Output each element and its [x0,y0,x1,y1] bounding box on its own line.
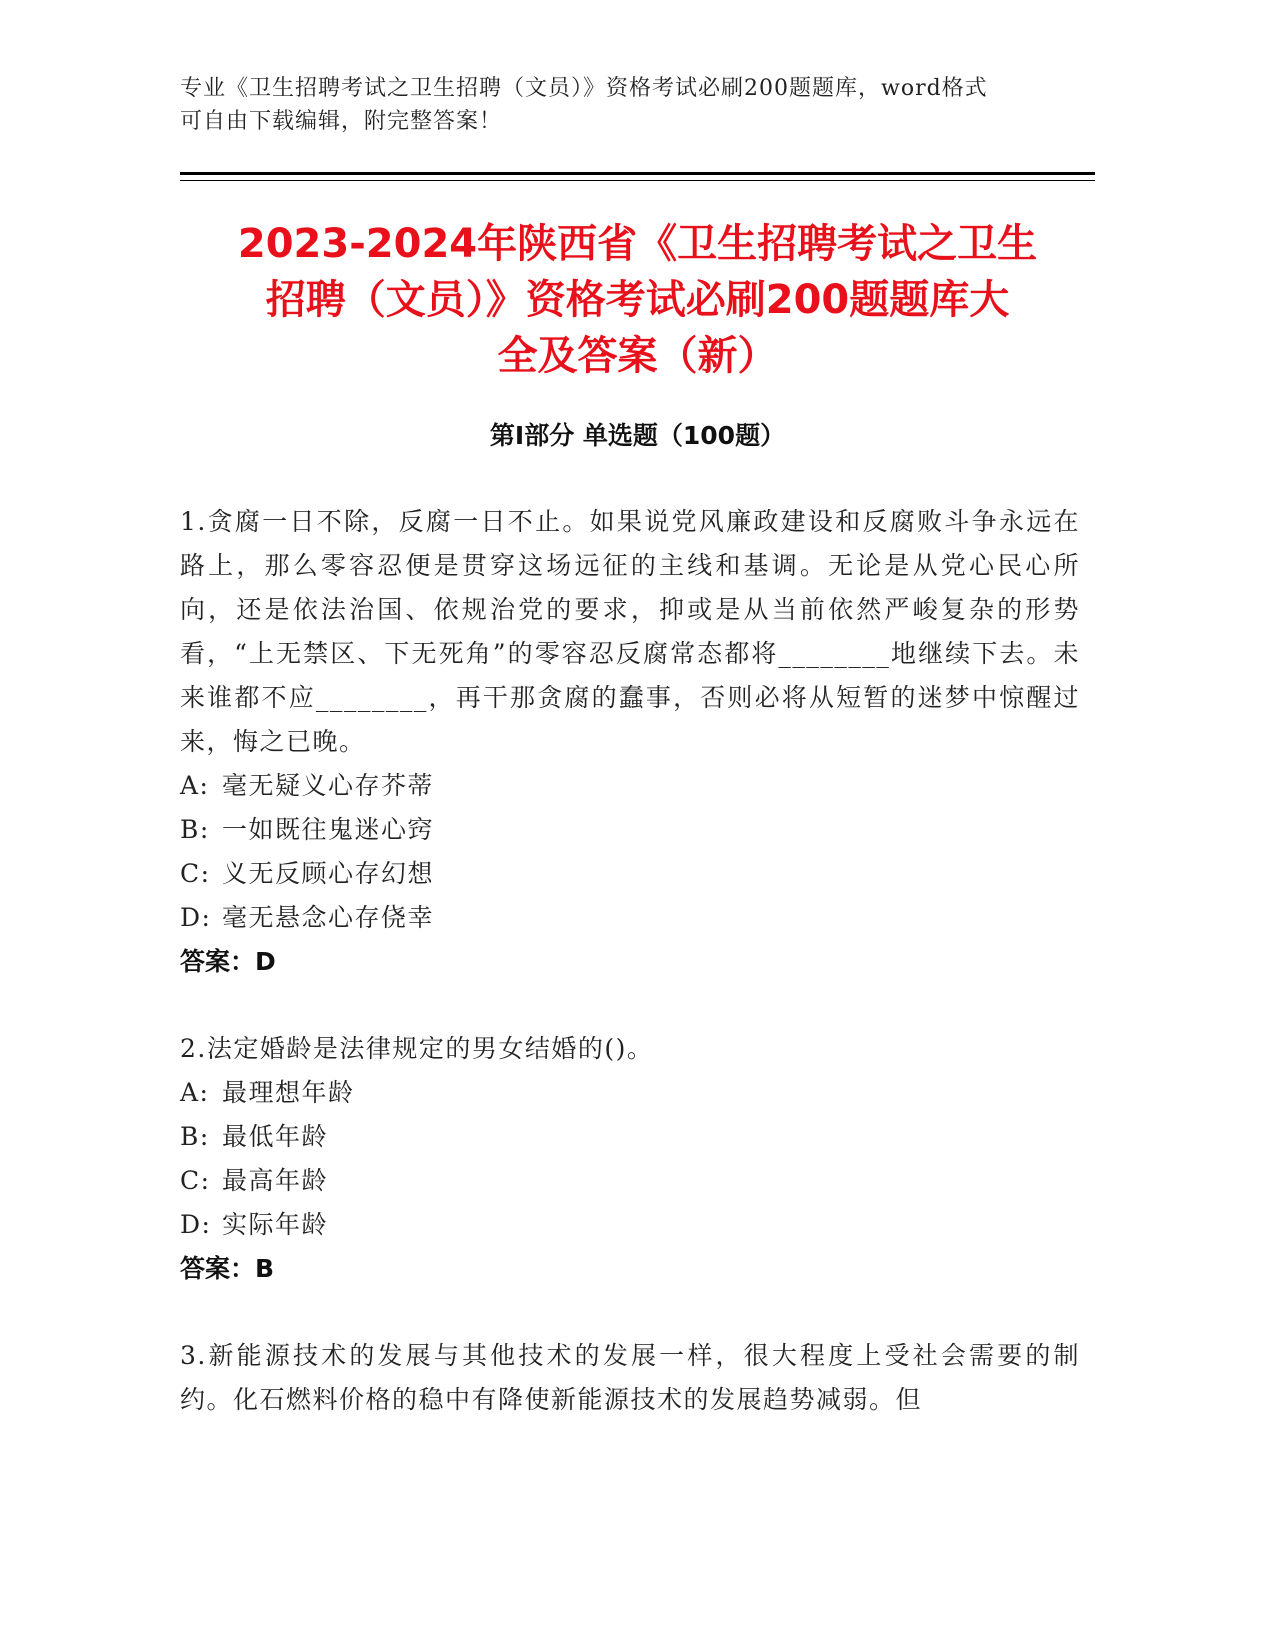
option-b [180,1115,1080,1159]
question-2 [180,1027,1080,1291]
header-rule-thin [180,180,1095,181]
question-3 [180,1334,1080,1422]
document-title-line-2: 招聘（文员）》资格考试必刷200题题库大 [265,277,1010,323]
question-text: 2.法定婚龄是法律规定的男女结婚的()。 [180,1034,654,1063]
option-key: D: [180,903,212,932]
document-title-line-3: 全及答案（新） [497,333,778,379]
option-a [180,764,1080,808]
answer: 答案：D [180,947,276,976]
option-key: C: [180,859,211,888]
header-note [180,72,1060,138]
option-text: 最理想年龄 [222,1078,355,1107]
option-a [180,1071,1080,1115]
option-text: 毫无悬念心存侥幸 [222,903,435,932]
question-1 [180,500,1080,984]
section-title: 第Ⅰ部分 单选题（100题） [489,421,786,450]
option-key: D: [180,1210,212,1239]
document-title [180,216,1095,384]
option-b [180,808,1080,852]
option-text: 一如既往鬼迷心窍 [222,815,435,844]
header-rule-thick [180,172,1095,175]
document-title-line-1: 2023-2024年陕西省《卫生招聘考试之卫生 [237,221,1038,267]
option-d [180,1203,1080,1247]
header-note-line-1: 专业《卫生招聘考试之卫生招聘（文员）》资格考试必刷200题题库，word格式 [180,76,988,101]
option-text: 最高年龄 [222,1166,329,1195]
header-note-line-2: 可自由下载编辑，附完整答案！ [180,109,503,134]
option-d [180,896,1080,940]
question-text: 3.新能源技术的发展与其他技术的发展一样，很大程度上受社会需要的制约。化石燃料价格的稳中有降使新能源技术的发展趋势减弱。但 [180,1341,1080,1414]
option-key: B: [180,815,210,844]
question-list [180,500,1080,1465]
option-text: 毫无疑义心存芥蒂 [222,771,435,800]
option-key: B: [180,1122,210,1151]
answer: 答案：B [180,1254,275,1283]
option-c [180,1159,1080,1203]
option-text: 义无反顾心存幻想 [222,859,435,888]
option-text: 实际年龄 [222,1210,329,1239]
option-text: 最低年龄 [222,1122,329,1151]
option-key: A: [180,1078,210,1107]
option-key: A: [180,771,210,800]
option-key: C: [180,1166,211,1195]
question-text: 1.贪腐一日不除，反腐一日不止。如果说党风廉政建设和反腐败斗争永远在路上，那么零容忍便是贯穿这场远征的主线和基调。无论是从党心民心所向，还是依法治国、依规治党的要求，抑或是从当前依然严峻复杂的形势看，“上无禁区、下无死角”的零容忍反腐常态都将________地继续下去。未来谁都不应________，再干那贪腐的蠢事，否则必将从短暂的迷梦中惊醒过来，悔之已晚。 [180,507,1080,756]
option-c [180,852,1080,896]
